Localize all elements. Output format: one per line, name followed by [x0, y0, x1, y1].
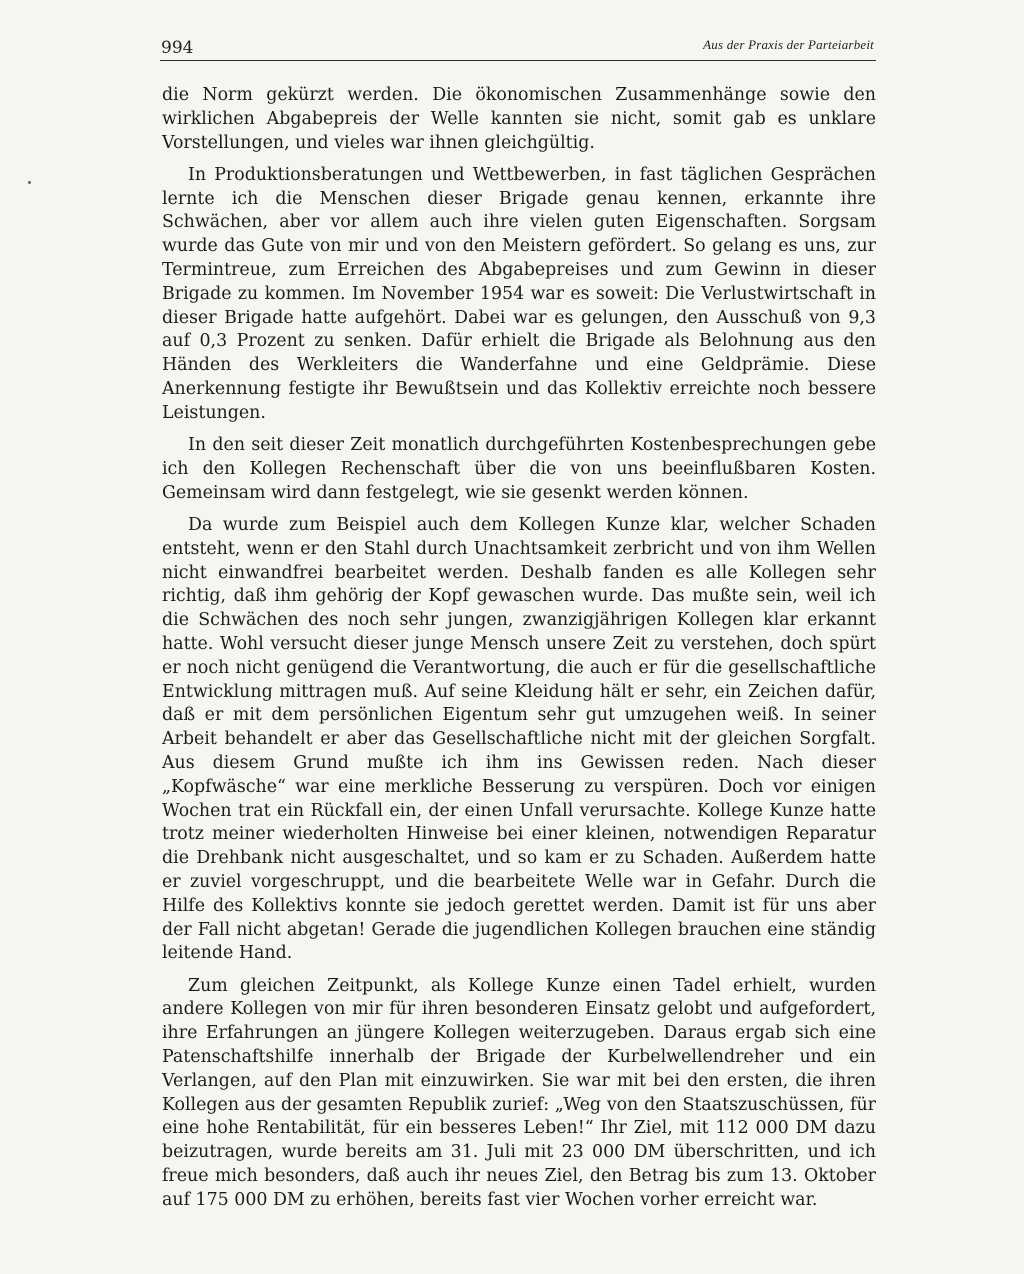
body-text: [162, 84, 876, 1221]
paragraph-production-meetings: In Produktionsberatungen und Wettbewerben, in fast täglichen Gesprächen lernte ich die Menschen dieser Brigade genau kennen, erkannte ihre Schwächen, aber vor allem auch ihre vielen guten Eigenschaften. Sorgsam wurde das Gute von mir und von den Meistern gefördert. So gelang es uns, zur Termintreue, zum Erreichen des Abgabepreises und zum Gewinn in dieser Brigade zu kommen. Im November 1954 war es soweit: Die Verlustwirtschaft in dieser Brigade hatte aufgehört. Dabei war es gelungen, den Ausschuß von 9,3 auf 0,3 Prozent zu senken. Dafür erhielt die Brigade als Belohnung aus den Händen des Werkleiters die Wanderfahne und eine Geldprämie. Diese Anerkennung festigte ihr Bewußtsein und das Kollektiv erreichte noch bessere Leistungen.: [162, 164, 876, 423]
page-header: [160, 34, 876, 61]
paragraph-continuation: die Norm gekürzt werden. Die ökonomischen Zusammenhänge sowie den wirklichen Abgabepreis der Welle kannten sie nicht, somit gab es unklare Vorstellungen, und vieles war ihnen gleichgültig.: [162, 85, 876, 153]
paragraph-colleague-kunze: Da wurde zum Beispiel auch dem Kollegen Kunze klar, welcher Schaden entsteht, wenn er den Stahl durch Unachtsamkeit zerbricht und von ihm Wellen nicht einwandfrei bearbeitet werden. Deshalb fanden es alle Kollegen sehr richtig, daß ihm gehörig der Kopf gewaschen wurde. Das mußte sein, weil ich die Schwächen des noch sehr jungen, zwanzigjährigen Kollegen klar erkannt hatte. Wohl versucht dieser junge Mensch unsere Zeit zu verstehen, doch spürt er noch nicht genügend die Verantwortung, die auch er für die gesellschaftliche Entwicklung mittragen muß. Auf seine Kleidung hält er sehr, ein Zeichen dafür, daß er mit dem persönlichen Eigentum sehr gut umzugehen weiß. In seiner Arbeit behandelt er aber das Gesellschaftliche nicht mit der gleichen Sorgfalt. Aus diesem Grund mußte ich ihm ins Gewissen reden. Nach dieser „Kopfwäsche“ war eine merkliche Besserung zu verspüren. Doch vor einigen Wochen trat ein Rückfall ein, der einen Unfall verursachte. Kollege Kunze hatte trotz meiner wiederholten Hinweise bei einer kleinen, notwendigen Reparatur die Drehbank nicht ausgeschaltet, und so kam er zu Schaden. Außerdem hatte er zuviel vorgeschruppt, und die bearbeitete Welle war in Gefahr. Durch die Hilfe des Kollektivs konnte sie jedoch gerettet werden. Damit ist für uns aber der Fall nicht abgetan! Gerade die jugendlichen Kollegen brauchen eine ständig leitende Hand.: [162, 515, 876, 964]
running-title: Aus der Praxis der Parteiarbeit: [703, 37, 874, 52]
margin-speck: [28, 181, 31, 184]
page-number: 994: [161, 38, 194, 58]
paragraph-sponsorship: Zum gleichen Zeitpunkt, als Kollege Kunze einen Tadel erhielt, wurden andere Kollegen von mir für ihren besonderen Einsatz gelobt und aufgefordert, ihre Erfahrungen an jüngere Kollegen weiterzugeben. Daraus ergab sich eine Patenschaftshilfe innerhalb der Brigade der Kurbelwellendreher und ein Verlangen, auf den Plan mit einzuwirken. Sie war mit bei den ersten, die ihren Kollegen aus der gesamten Republik zurief: „Weg von den Staatszuschüssen, für eine hohe Rentabilität, für ein besseres Leben!“ Ihr Ziel, mit 112 000 DM dazu beizutragen, wurde bereits am 31. Juli mit 23 000 DM überschritten, und ich freue mich besonders, daß auch ihr neues Ziel, den Betrag bis zum 13. Oktober auf 175 000 DM zu erhöhen, bereits fast vier Wochen vorher erreicht war.: [162, 975, 876, 1210]
paragraph-cost-meetings: In den seit dieser Zeit monatlich durchgeführten Kostenbesprechungen gebe ich den Kollegen Rechenschaft über die von uns beeinflußbaren Kosten. Gemeinsam wird dann festgelegt, wie sie gesenkt werden können.: [162, 435, 876, 503]
